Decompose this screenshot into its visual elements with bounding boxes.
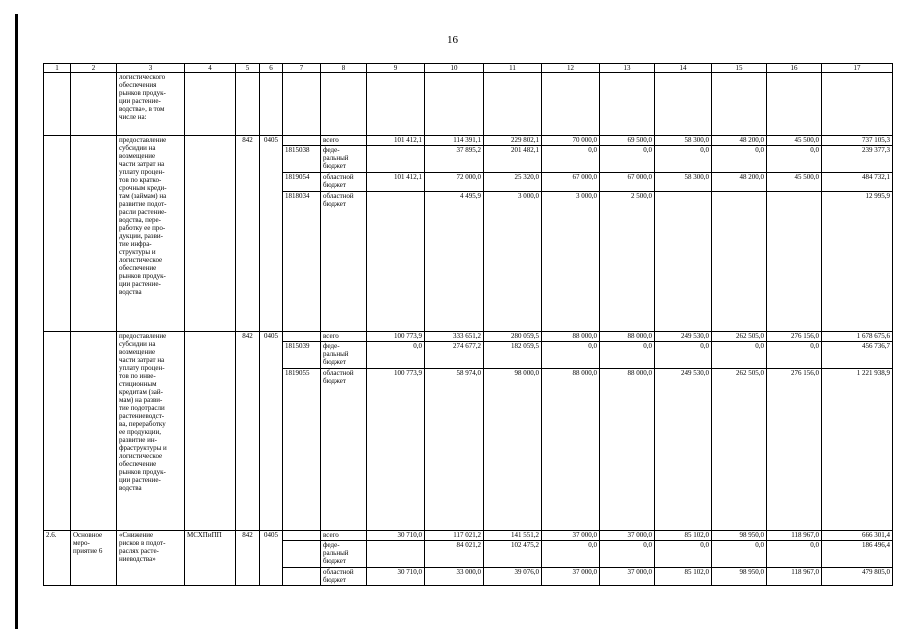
amount-cell: 48 200,0	[712, 173, 767, 192]
amount-cell: 737 105,3	[822, 136, 893, 146]
amount-cell: 25 320,0	[484, 173, 542, 192]
column-number-header: 16	[767, 64, 822, 73]
amount-cell: 33 000,0	[425, 568, 484, 586]
funding-source: феде- ральный бюджет	[321, 146, 367, 173]
funding-source: областной бюджет	[321, 173, 367, 192]
amount-cell: 101 412,1	[367, 173, 425, 192]
amount-cell: 37 000,0	[542, 568, 600, 586]
amount-cell: 0,0	[542, 146, 600, 173]
amount-cell: 58 300,0	[655, 136, 712, 146]
amount-cell: 0,0	[767, 342, 822, 369]
amount-cell: 45 500,0	[767, 173, 822, 192]
amount-cell: 333 651,2	[425, 332, 484, 342]
amount-cell: 0,0	[542, 541, 600, 568]
amount-cell: 12 995,9	[822, 192, 893, 332]
amount-cell: 229 802,1	[484, 136, 542, 146]
funding-source: феде- ральный бюджет	[321, 342, 367, 369]
amount-cell: 37 000,0	[600, 568, 655, 586]
column-number-header: 11	[484, 64, 542, 73]
amount-cell: 70 000,0	[542, 136, 600, 146]
budget-row	[44, 332, 893, 342]
amount-cell: 0,0	[655, 342, 712, 369]
amount-cell: 0,0	[767, 541, 822, 568]
csr-code: 1815039	[283, 342, 321, 369]
funding-source: областной бюджет	[321, 568, 367, 586]
activity-name: «Снижение рисков в подот- раслях расте- ниеводства»	[117, 531, 185, 586]
amount-cell: 98 000,0	[484, 369, 542, 531]
amount-cell: 4 495,9	[425, 192, 484, 332]
grbs-code: 842	[236, 531, 260, 586]
amount-cell: 484 732,1	[822, 173, 893, 192]
amount-cell: 3 000,0	[542, 192, 600, 332]
amount-cell: 72 000,0	[425, 173, 484, 192]
amount-cell: 666 301,4	[822, 531, 893, 541]
amount-cell: 0,0	[712, 342, 767, 369]
column-number-header: 15	[712, 64, 767, 73]
amount-cell: 84 021,2	[425, 541, 484, 568]
amount-cell: 239 377,3	[822, 146, 893, 173]
amount-cell: 1 678 675,6	[822, 332, 893, 342]
amount-cell: 114 391,1	[425, 136, 484, 146]
activity-name-continued: логистического обеспечения рынков продук- ции растение- водства», в том числе на:	[117, 73, 185, 136]
executor: МСХПиПП	[185, 531, 236, 586]
csr-code	[283, 568, 321, 586]
amount-cell: 249 530,0	[655, 332, 712, 342]
amount-cell: 456 736,7	[822, 342, 893, 369]
amount-cell: 88 000,0	[600, 369, 655, 531]
csr-code: 1819055	[283, 369, 321, 531]
column-number-row	[44, 64, 893, 73]
funding-source: всего	[321, 332, 367, 342]
amount-cell: 0,0	[542, 342, 600, 369]
scan-edge-bar	[15, 14, 18, 629]
amount-cell	[767, 192, 822, 332]
amount-cell: 2 500,0	[600, 192, 655, 332]
rzpr-code: 0405	[260, 531, 283, 586]
funding-source: областной бюджет	[321, 369, 367, 531]
amount-cell: 3 000,0	[484, 192, 542, 332]
item-number	[44, 332, 71, 531]
column-number-header: 8	[321, 64, 367, 73]
executor	[185, 136, 236, 332]
funding-source: феде- ральный бюджет	[321, 541, 367, 568]
csr-code	[283, 332, 321, 342]
amount-cell	[655, 192, 712, 332]
amount-cell: 100 773,9	[367, 332, 425, 342]
column-number-header: 1	[44, 64, 71, 73]
amount-cell: 0,0	[655, 541, 712, 568]
amount-cell: 262 505,0	[712, 332, 767, 342]
grbs-code: 842	[236, 332, 260, 531]
amount-cell: 37 895,2	[425, 146, 484, 173]
rzpr-code: 0405	[260, 332, 283, 531]
amount-cell: 85 102,0	[655, 568, 712, 586]
amount-cell: 37 000,0	[600, 531, 655, 541]
column-number-header: 7	[283, 64, 321, 73]
rzpr-code: 0405	[260, 136, 283, 332]
amount-cell: 141 551,2	[484, 531, 542, 541]
amount-cell: 276 156,0	[767, 332, 822, 342]
amount-cell: 201 482,1	[484, 146, 542, 173]
column-number-header: 3	[117, 64, 185, 73]
amount-cell: 0,0	[600, 342, 655, 369]
amount-cell: 101 412,1	[367, 136, 425, 146]
amount-cell: 249 530,0	[655, 369, 712, 531]
amount-cell: 88 000,0	[542, 332, 600, 342]
amount-cell: 118 967,0	[767, 531, 822, 541]
amount-cell: 88 000,0	[600, 332, 655, 342]
amount-cell: 100 773,9	[367, 369, 425, 531]
amount-cell: 88 000,0	[542, 369, 600, 531]
amount-cell: 0,0	[600, 541, 655, 568]
amount-cell: 102 475,2	[484, 541, 542, 568]
budget-row	[44, 136, 893, 146]
amount-cell: 280 059,5	[484, 332, 542, 342]
column-number-header: 12	[542, 64, 600, 73]
amount-cell: 274 677,2	[425, 342, 484, 369]
amount-cell: 67 000,0	[600, 173, 655, 192]
funding-source: всего	[321, 531, 367, 541]
item-status	[71, 136, 117, 332]
column-number-header: 2	[71, 64, 117, 73]
funding-source: всего	[321, 136, 367, 146]
amount-cell: 0,0	[767, 146, 822, 173]
amount-cell: 45 500,0	[767, 136, 822, 146]
amount-cell: 69 500,0	[600, 136, 655, 146]
column-number-header: 14	[655, 64, 712, 73]
amount-cell: 186 496,4	[822, 541, 893, 568]
amount-cell: 0,0	[712, 146, 767, 173]
csr-code	[283, 541, 321, 568]
amount-cell: 276 156,0	[767, 369, 822, 531]
amount-cell: 98 950,0	[712, 568, 767, 586]
amount-cell: 37 000,0	[542, 531, 600, 541]
page-number: 16	[447, 34, 458, 46]
amount-cell: 30 710,0	[367, 568, 425, 586]
column-number-header: 4	[185, 64, 236, 73]
column-number-header: 6	[260, 64, 283, 73]
amount-cell: 0,0	[712, 541, 767, 568]
amount-cell	[367, 146, 425, 173]
item-status	[71, 332, 117, 531]
amount-cell: 30 710,0	[367, 531, 425, 541]
csr-code: 1818034	[283, 192, 321, 332]
grbs-code: 842	[236, 136, 260, 332]
amount-cell: 67 000,0	[542, 173, 600, 192]
column-number-header: 9	[367, 64, 425, 73]
amount-cell: 1 221 938,9	[822, 369, 893, 531]
item-status: Основное меро- приятие 6	[71, 531, 117, 586]
item-number: 2.6.	[44, 531, 71, 586]
amount-cell: 117 021,2	[425, 531, 484, 541]
activity-name: предоставление субсидии на возмещение части затрат на уплату процен- тов по инве- стиционным кредитам (зай- мам) на разви- тие подотрасли растениеводст- ва, переработку ее продукции, развитие ин- фраструктуры и логистическое обеспечение рынков продук- ции растение- водства	[117, 332, 185, 531]
amount-cell	[367, 541, 425, 568]
csr-code: 1819054	[283, 173, 321, 192]
executor	[185, 332, 236, 531]
amount-cell: 98 950,0	[712, 531, 767, 541]
csr-code	[283, 136, 321, 146]
budget-row	[44, 531, 893, 541]
amount-cell: 118 967,0	[767, 568, 822, 586]
amount-cell: 0,0	[655, 146, 712, 173]
amount-cell: 0,0	[600, 146, 655, 173]
column-number-header: 5	[236, 64, 260, 73]
amount-cell: 0,0	[367, 342, 425, 369]
amount-cell	[712, 192, 767, 332]
amount-cell: 182 059,5	[484, 342, 542, 369]
continuation-row	[44, 73, 893, 136]
budget-table	[43, 63, 893, 586]
csr-code: 1815038	[283, 146, 321, 173]
amount-cell: 48 200,0	[712, 136, 767, 146]
csr-code	[283, 531, 321, 541]
item-number	[44, 136, 71, 332]
amount-cell: 39 076,0	[484, 568, 542, 586]
amount-cell: 85 102,0	[655, 531, 712, 541]
amount-cell: 58 974,0	[425, 369, 484, 531]
column-number-header: 17	[822, 64, 893, 73]
column-number-header: 10	[425, 64, 484, 73]
activity-name: предоставление субсидии на возмещение части затрат на уплату процен- тов по кратко- срочным креди- там (займам) на развитие подот- расли растение- водства, пере- работку ее про- дукции, разви- тие инфра- структуры и логистическое обеспечение рынков продук- ции растение- водства	[117, 136, 185, 332]
funding-source: областной бюджет	[321, 192, 367, 332]
amount-cell	[367, 192, 425, 332]
column-number-header: 13	[600, 64, 655, 73]
amount-cell: 479 805,0	[822, 568, 893, 586]
amount-cell: 58 300,0	[655, 173, 712, 192]
amount-cell: 262 505,0	[712, 369, 767, 531]
